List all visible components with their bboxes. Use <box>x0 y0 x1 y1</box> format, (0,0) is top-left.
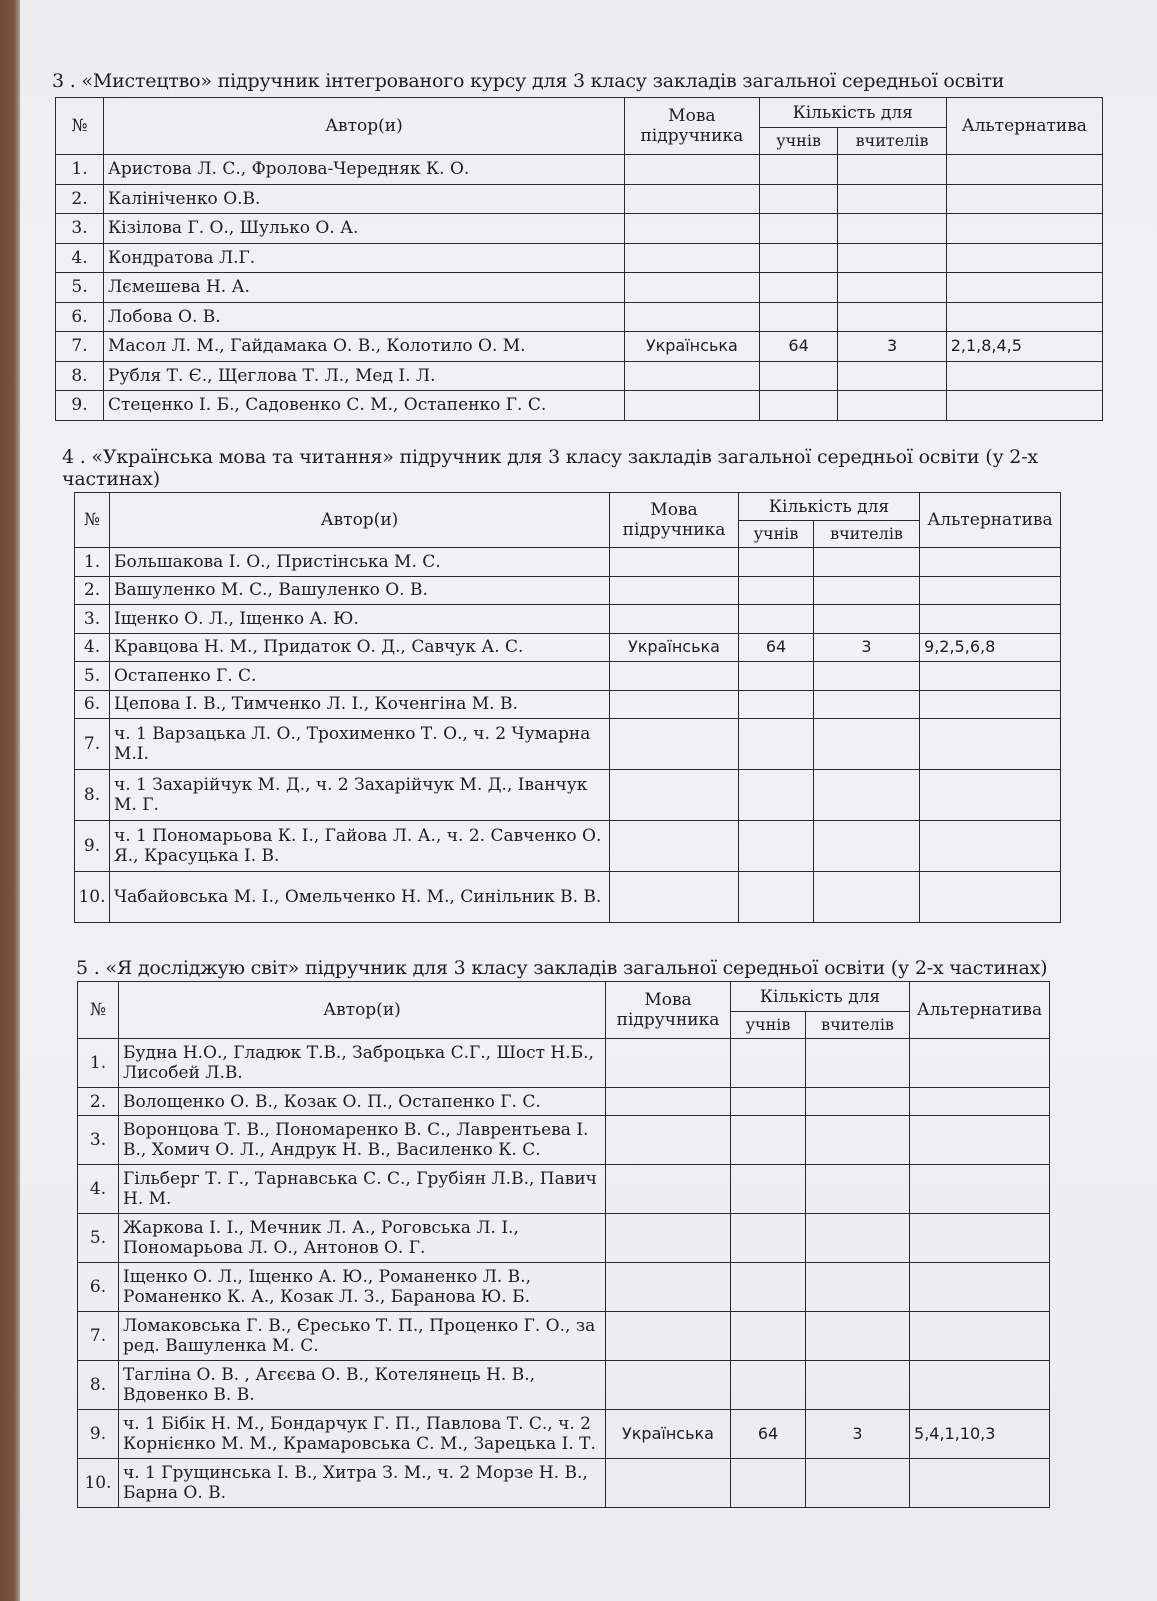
students-count-cell <box>739 719 814 770</box>
author-cell: Лємешева Н. А. <box>104 273 625 303</box>
header-teachers: вчителів <box>814 521 920 548</box>
header-language-line2: підручника <box>622 520 726 540</box>
header-language-line1: Мова <box>644 990 692 1010</box>
teachers-count-cell <box>838 184 946 214</box>
students-count-cell <box>739 662 814 691</box>
teachers-count-cell <box>814 872 920 923</box>
students-count-cell <box>739 605 814 634</box>
table-row <box>78 1165 1050 1214</box>
table-row <box>75 662 1061 691</box>
teachers-count-cell <box>814 719 920 770</box>
author-cell: Рубля Т. Є., Щеглова Т. Л., Мед І. Л. <box>104 361 625 391</box>
header-alternative: Альтернатива <box>920 493 1061 548</box>
teachers-count-cell <box>838 391 946 421</box>
alternative-cell <box>946 243 1102 273</box>
alternative-cell: 9,2,5,6,8 <box>920 633 1061 662</box>
students-count-cell <box>731 1361 806 1410</box>
teachers-count-cell <box>814 548 920 577</box>
row-number: 2. <box>56 184 104 214</box>
teachers-count-cell <box>838 155 946 185</box>
author-cell: Тагліна О. В. , Агєєва О. В., Котелянець Н. В., Вдовенко В. В. <box>119 1361 606 1410</box>
table-row <box>78 1039 1050 1088</box>
author-cell: ч. 1 Грущинська І. В., Хитра З. М., ч. 2 Морзе Н. В., Барна О. В. <box>119 1459 606 1508</box>
author-cell: Воронцова Т. В., Пономаренко В. С., Лаврентьева І. В., Хомич О. Л., Андрук Н. В., Василенко К. С. <box>119 1116 606 1165</box>
alternative-cell: 5,4,1,10,3 <box>910 1410 1050 1459</box>
language-cell: Українська <box>610 633 739 662</box>
table-row <box>75 633 1061 662</box>
alternative-cell <box>920 821 1061 872</box>
textbook-table <box>77 981 1050 1508</box>
table-row <box>75 770 1061 821</box>
row-number: 3. <box>75 605 110 634</box>
students-count-cell <box>731 1312 806 1361</box>
teachers-count-cell <box>838 214 946 244</box>
language-cell <box>624 155 759 185</box>
table-row <box>56 273 1103 303</box>
language-cell <box>606 1263 731 1312</box>
header-teachers: вчителів <box>838 128 946 155</box>
language-cell <box>606 1312 731 1361</box>
author-cell: Кравцова Н. М., Придаток О. Д., Савчук А. С. <box>110 633 610 662</box>
teachers-count-cell <box>814 770 920 821</box>
language-cell <box>610 605 739 634</box>
language-cell <box>606 1088 731 1116</box>
students-count-cell <box>731 1165 806 1214</box>
header-quantity: Кількість для <box>759 98 946 128</box>
students-count-cell: 64 <box>739 633 814 662</box>
textbook-table <box>55 97 1103 421</box>
row-number: 1. <box>78 1039 119 1088</box>
header-quantity: Кількість для <box>731 982 910 1012</box>
row-number: 4. <box>78 1165 119 1214</box>
language-cell <box>610 821 739 872</box>
header-students: учнів <box>759 128 838 155</box>
table-row <box>56 391 1103 421</box>
row-number: 8. <box>78 1361 119 1410</box>
header-author: Автор(и) <box>110 493 610 548</box>
alternative-cell <box>946 273 1102 303</box>
author-cell: Масол Л. М., Гайдамака О. В., Колотило О. М. <box>104 332 625 362</box>
students-count-cell <box>731 1214 806 1263</box>
table-row <box>78 1214 1050 1263</box>
students-count-cell <box>739 872 814 923</box>
alternative-cell <box>910 1214 1050 1263</box>
teachers-count-cell <box>806 1088 910 1116</box>
alternative-cell <box>910 1263 1050 1312</box>
teachers-count-cell <box>814 662 920 691</box>
table-row <box>56 184 1103 214</box>
row-number: 9. <box>56 391 104 421</box>
teachers-count-cell <box>806 1039 910 1088</box>
row-number: 6. <box>78 1263 119 1312</box>
alternative-cell <box>946 361 1102 391</box>
row-number: 4. <box>56 243 104 273</box>
teachers-count-cell <box>814 605 920 634</box>
section-ukrainian-language <box>62 446 1062 923</box>
author-cell: Цепова І. В., Тимченко Л. І., Коченгіна М. В. <box>110 690 610 719</box>
table-row <box>78 1263 1050 1312</box>
students-count-cell <box>759 214 838 244</box>
header-students: учнів <box>731 1012 806 1039</box>
alternative-cell <box>920 605 1061 634</box>
table-row <box>56 302 1103 332</box>
header-language <box>606 982 731 1039</box>
table-row <box>78 1088 1050 1116</box>
table-row <box>75 821 1061 872</box>
table-row <box>78 1361 1050 1410</box>
students-count-cell <box>731 1088 806 1116</box>
alternative-cell <box>920 719 1061 770</box>
students-count-cell <box>759 184 838 214</box>
teachers-count-cell <box>838 243 946 273</box>
teachers-count-cell <box>806 1361 910 1410</box>
author-cell: ч. 1 Варзацька Л. О., Трохименко Т. О., ч. 2 Чумарна М.І. <box>110 719 610 770</box>
teachers-count-cell <box>838 302 946 332</box>
row-number: 6. <box>56 302 104 332</box>
author-cell: Ломаковська Г. В., Єресько Т. П., Проценко Г. О., за ред. Вашуленка М. С. <box>119 1312 606 1361</box>
alternative-cell <box>910 1459 1050 1508</box>
table-row <box>75 872 1061 923</box>
alternative-cell <box>910 1361 1050 1410</box>
teachers-count-cell <box>806 1165 910 1214</box>
section-title: 5 . «Я досліджую світ» підручник для 3 класу закладів загальної середньої освіти (у 2-х частинах) <box>76 957 1048 979</box>
author-cell: Аристова Л. С., Фролова-Чередняк К. О. <box>104 155 625 185</box>
language-cell <box>610 872 739 923</box>
table-row <box>78 1116 1050 1165</box>
teachers-count-cell <box>814 576 920 605</box>
alternative-cell <box>910 1312 1050 1361</box>
teachers-count-cell <box>806 1116 910 1165</box>
alternative-cell <box>946 391 1102 421</box>
teachers-count-cell <box>814 821 920 872</box>
students-count-cell <box>731 1459 806 1508</box>
students-count-cell <box>759 302 838 332</box>
alternative-cell <box>910 1039 1050 1088</box>
header-alternative: Альтернатива <box>946 98 1102 155</box>
alternative-cell <box>946 302 1102 332</box>
students-count-cell <box>759 361 838 391</box>
teachers-count-cell <box>838 273 946 303</box>
row-number: 10. <box>75 872 110 923</box>
students-count-cell <box>739 690 814 719</box>
header-number: № <box>78 982 119 1039</box>
row-number: 9. <box>75 821 110 872</box>
row-number: 7. <box>78 1312 119 1361</box>
table-row <box>75 605 1061 634</box>
author-cell: ч. 1 Бібік Н. М., Бондарчук Г. П., Павлова Т. С., ч. 2 Корнієнко М. М., Крамаровська С. М., Зарецька І. Т. <box>119 1410 606 1459</box>
table-row <box>56 155 1103 185</box>
students-count-cell <box>731 1263 806 1312</box>
table-row <box>78 1312 1050 1361</box>
alternative-cell: 2,1,8,4,5 <box>946 332 1102 362</box>
teachers-count-cell: 3 <box>806 1410 910 1459</box>
header-language <box>624 98 759 155</box>
alternative-cell <box>920 770 1061 821</box>
table-row <box>75 548 1061 577</box>
students-count-cell <box>739 821 814 872</box>
author-cell: Волощенко О. В., Козак О. П., Остапенко Г. С. <box>119 1088 606 1116</box>
header-students: учнів <box>739 521 814 548</box>
teachers-count-cell: 3 <box>838 332 946 362</box>
section-title: 4 . «Українська мова та читання» підручник для 3 класу закладів загальної середньої освіти (у 2-х частинах) <box>62 446 1038 490</box>
students-count-cell: 64 <box>759 332 838 362</box>
students-count-cell <box>759 243 838 273</box>
table-row <box>56 332 1103 362</box>
table-row <box>56 243 1103 273</box>
language-cell <box>610 548 739 577</box>
header-quantity: Кількість для <box>739 493 920 521</box>
header-language <box>610 493 739 548</box>
author-cell: Стеценко І. Б., Садовенко С. М., Остапенко Г. С. <box>104 391 625 421</box>
header-language-line2: підручника <box>616 1010 720 1030</box>
alternative-cell <box>946 214 1102 244</box>
language-cell <box>610 576 739 605</box>
table-row <box>78 1410 1050 1459</box>
language-cell <box>624 361 759 391</box>
students-count-cell <box>759 155 838 185</box>
author-cell: Іщенко О. Л., Іщенко А. Ю., Романенко Л. В., Романенко К. А., Козак Л. З., Баранова Ю. Б. <box>119 1263 606 1312</box>
students-count-cell <box>759 273 838 303</box>
alternative-cell <box>910 1165 1050 1214</box>
language-cell <box>624 302 759 332</box>
language-cell <box>606 1116 731 1165</box>
alternative-cell <box>910 1088 1050 1116</box>
row-number: 5. <box>56 273 104 303</box>
language-cell <box>610 770 739 821</box>
author-cell: ч. 1 Пономарьова К. І., Гайова Л. А., ч. 2. Савченко О. Я., Красуцька І. В. <box>110 821 610 872</box>
language-cell <box>624 391 759 421</box>
author-cell: Большакова І. О., Пристінська М. С. <box>110 548 610 577</box>
author-cell: Жаркова І. І., Мечник Л. А., Роговська Л. І., Пономарьова Л. О., Антонов О. Г. <box>119 1214 606 1263</box>
header-number: № <box>56 98 104 155</box>
table-row <box>75 690 1061 719</box>
language-cell <box>624 214 759 244</box>
row-number: 8. <box>56 361 104 391</box>
table-row <box>75 576 1061 605</box>
alternative-cell <box>920 690 1061 719</box>
author-cell: Вашуленко М. С., Вашуленко О. В. <box>110 576 610 605</box>
teachers-count-cell <box>806 1214 910 1263</box>
language-cell <box>624 243 759 273</box>
teachers-count-cell <box>814 690 920 719</box>
header-teachers: вчителів <box>806 1012 910 1039</box>
row-number: 5. <box>78 1214 119 1263</box>
header-number: № <box>75 493 110 548</box>
language-cell <box>606 1039 731 1088</box>
author-cell: Кізілова Г. О., Шулько О. А. <box>104 214 625 244</box>
students-count-cell <box>739 576 814 605</box>
header-author: Автор(и) <box>104 98 625 155</box>
header-author: Автор(и) <box>119 982 606 1039</box>
row-number: 8. <box>75 770 110 821</box>
author-cell: Гільберг Т. Г., Тарнавська С. С., Грубіян Л.В., Павич Н. М. <box>119 1165 606 1214</box>
row-number: 3. <box>56 214 104 244</box>
row-number: 2. <box>78 1088 119 1116</box>
table-row <box>56 361 1103 391</box>
alternative-cell <box>920 548 1061 577</box>
teachers-count-cell <box>806 1312 910 1361</box>
table-row <box>56 214 1103 244</box>
students-count-cell <box>739 770 814 821</box>
author-cell: Кондратова Л.Г. <box>104 243 625 273</box>
language-cell <box>606 1214 731 1263</box>
row-number: 4. <box>75 633 110 662</box>
students-count-cell <box>739 548 814 577</box>
row-number: 2. <box>75 576 110 605</box>
row-number: 1. <box>56 155 104 185</box>
language-cell <box>610 719 739 770</box>
row-number: 3. <box>78 1116 119 1165</box>
language-cell <box>610 690 739 719</box>
teachers-count-cell <box>838 361 946 391</box>
section-title: 3 . «Мистецтво» підручник інтегрованого курсу для 3 класу закладів загальної середньої освіти <box>52 70 1005 92</box>
row-number: 1. <box>75 548 110 577</box>
author-cell: Калініченко О.В. <box>104 184 625 214</box>
students-count-cell <box>731 1039 806 1088</box>
header-language-line1: Мова <box>650 500 698 520</box>
row-number: 7. <box>56 332 104 362</box>
author-cell: Чабайовська М. І., Омельченко Н. М., Синільник В. В. <box>110 872 610 923</box>
author-cell: ч. 1 Захарійчук М. Д., ч. 2 Захарійчук М. Д., Іванчук М. Г. <box>110 770 610 821</box>
table-row <box>78 1459 1050 1508</box>
row-number: 9. <box>78 1410 119 1459</box>
language-cell <box>624 273 759 303</box>
section-art <box>52 70 1102 421</box>
row-number: 7. <box>75 719 110 770</box>
alternative-cell <box>920 662 1061 691</box>
language-cell <box>606 1165 731 1214</box>
author-cell: Остапенко Г. С. <box>110 662 610 691</box>
alternative-cell <box>946 155 1102 185</box>
language-cell: Українська <box>606 1410 731 1459</box>
language-cell <box>624 184 759 214</box>
teachers-count-cell <box>806 1263 910 1312</box>
language-cell <box>606 1459 731 1508</box>
alternative-cell <box>946 184 1102 214</box>
teachers-count-cell <box>806 1459 910 1508</box>
header-language-line2: підручника <box>640 126 744 146</box>
section-explore-world <box>76 957 1076 1508</box>
row-number: 10. <box>78 1459 119 1508</box>
alternative-cell <box>920 576 1061 605</box>
row-number: 5. <box>75 662 110 691</box>
students-count-cell <box>731 1116 806 1165</box>
row-number: 6. <box>75 690 110 719</box>
author-cell: Іщенко О. Л., Іщенко А. Ю. <box>110 605 610 634</box>
table-row <box>75 719 1061 770</box>
language-cell <box>610 662 739 691</box>
teachers-count-cell: 3 <box>814 633 920 662</box>
students-count-cell: 64 <box>731 1410 806 1459</box>
language-cell: Українська <box>624 332 759 362</box>
header-language-line1: Мова <box>668 106 716 126</box>
alternative-cell <box>910 1116 1050 1165</box>
textbook-table <box>74 492 1061 923</box>
language-cell <box>606 1361 731 1410</box>
header-alternative: Альтернатива <box>910 982 1050 1039</box>
students-count-cell <box>759 391 838 421</box>
author-cell: Будна Н.О., Гладюк Т.В., Заброцька С.Г., Шост Н.Б., Лисобей Л.В. <box>119 1039 606 1088</box>
author-cell: Лобова О. В. <box>104 302 625 332</box>
alternative-cell <box>920 872 1061 923</box>
